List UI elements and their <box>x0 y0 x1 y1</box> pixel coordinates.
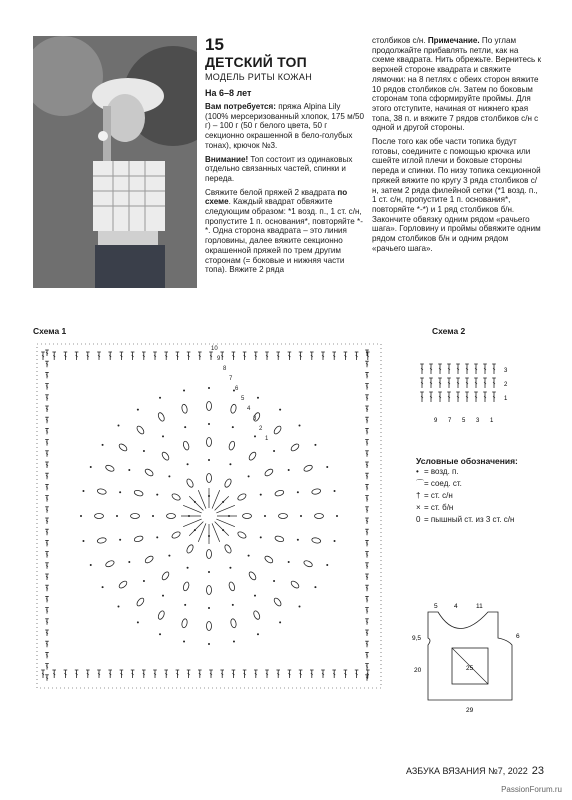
row-number: 1 <box>265 436 269 442</box>
chain-dot <box>184 604 186 606</box>
chain-dot <box>336 515 338 517</box>
puff-stitch <box>144 468 154 477</box>
instructions-paragraph: Свяжите белой пряжей 2 квадрата по схеме. Каждый квадрат обвяжите следующим образом: *1 возд. п., 1 ст. с/н, пропустите 1 п. основания*, повторяйте *-*. Одна сторона квадрата – это линия горловины, далее вяжите секционно окрашенной пряжей по трем другим сторонам (= боковые и нижняя части топа). Вяжите 2 ряда <box>205 187 363 275</box>
puff-stitch <box>273 597 283 607</box>
chain-dot <box>183 641 185 643</box>
schema1-title: Схема 1 <box>33 326 67 336</box>
puff-stitch <box>273 425 283 435</box>
puff-stitch <box>253 610 261 620</box>
legend-item <box>416 514 546 526</box>
chain-dot <box>162 595 164 597</box>
chain-dot <box>326 466 328 468</box>
chain-dot <box>208 423 210 425</box>
col-label: 5 <box>462 418 466 424</box>
puff-stitch <box>144 555 154 564</box>
chain-dot <box>288 561 290 563</box>
chain-dot <box>229 463 231 465</box>
puff-stitch <box>228 581 236 591</box>
col-label: 9 <box>434 418 438 424</box>
chain-dot <box>314 586 316 588</box>
row-number: 4 <box>247 406 251 412</box>
chain-dot <box>248 475 250 477</box>
chain-dot <box>279 621 281 623</box>
legend-title: Условные обозначения: <box>416 456 518 466</box>
chain-dot <box>260 536 262 538</box>
chain-dot <box>326 564 328 566</box>
puff-stitch <box>207 402 212 411</box>
chain-dot <box>80 515 82 517</box>
chain-dot <box>152 515 154 517</box>
assembly-paragraph: После того как обе части топика будут готовы, соедините с помощью крючка или сшейте иглой плечи и боковые стороны переда и спинки. По низу топика секционной пряжей вяжите по кругу 3 ряда столбиков с/н, затем 2 ряда филейной сетки (*1 возд. п., 1 ст. с/н, пропустите 1 п. основания*, повторяйте *-*) и 1 ряд столбиков б/н. Закончите обвязку одним рядом «рачьего шага». Горловину и проймы обвяжите одним рядом столбиков б/н и одним рядом «рачьего шага». <box>372 137 541 253</box>
puff-stitch <box>118 580 128 590</box>
note-paragraph: столбиков с/н. Примечание. По углам продолжайте прибавлять петли, как на схеме квадрата. Нить обрежьте. Вернитесь к верхней стороне квадрата и свяжите лямочки: на 8 петлях с обеих сторон вяжите 10 рядов столбиков с/н. Затем по боковым сторонам топа сформируйте проймы. Для этого отступите, начиная от нижнего края топа, 38 п. и вяжите 7 рядов столбиков с/н с одной и другой стороны. <box>372 36 541 133</box>
row-label: 3 <box>504 368 508 374</box>
row-label: 2 <box>504 382 508 388</box>
chain-dot <box>264 515 266 517</box>
chain-dot <box>288 469 290 471</box>
schema1-diagram <box>33 340 385 692</box>
chain-dot <box>254 435 256 437</box>
puff-stitch <box>181 404 188 414</box>
chain-dot <box>299 606 301 608</box>
chain-dot <box>102 586 104 588</box>
puff-stitch <box>224 544 233 554</box>
chain-dot <box>156 536 158 538</box>
chain-dot <box>90 564 92 566</box>
legend-label: = пышный ст. из 3 ст. с/н <box>424 515 515 524</box>
legend <box>416 456 546 526</box>
puff-stitch <box>315 514 324 519</box>
puff-stitch <box>97 488 107 495</box>
puff-stitch <box>311 537 321 544</box>
dimension-label: 5 <box>434 603 438 610</box>
chain-dot <box>183 389 185 391</box>
chain-dot <box>208 607 210 609</box>
chain-dot <box>119 539 121 541</box>
row-label: 1 <box>504 396 508 402</box>
chain-dot <box>82 490 84 492</box>
puff-stitch <box>136 597 146 607</box>
schema1-stitches <box>37 344 381 688</box>
page-number: 23 <box>531 765 544 777</box>
puff-stitch <box>207 438 212 447</box>
puff-stitch <box>207 622 212 631</box>
puff-stitch <box>264 468 274 477</box>
footer <box>406 765 544 777</box>
chain-dot <box>116 515 118 517</box>
dimension-label: 11 <box>476 603 483 610</box>
puff-stitch <box>279 514 288 519</box>
materials-paragraph: Вам потребуется: пряжа Alpina Lily (100% мерсеризованный хлопок, 175 м/50 г) – 100 г (50 г белого цвета, 50 г секционно окрашенной в бело-голубых тонах), крючок №3. <box>205 102 364 150</box>
legend-label: = ст. с/н <box>424 491 453 500</box>
chain-dot <box>334 490 336 492</box>
puff-stitch <box>181 618 188 628</box>
chain-dot <box>314 444 316 446</box>
legend-label: = возд. п. <box>424 467 459 476</box>
puff-stitch <box>303 464 313 472</box>
photo-illustration <box>33 36 197 288</box>
article-number: 15 <box>205 35 224 54</box>
chain-dot <box>168 475 170 477</box>
puff-stitch <box>97 537 107 544</box>
chain-dot <box>143 580 145 582</box>
row-number: 2 <box>259 426 263 432</box>
puff-stitch <box>182 441 190 451</box>
legend-item <box>416 478 546 490</box>
chain-dot <box>159 397 161 399</box>
row-number: 7 <box>229 376 233 382</box>
puff-stitch <box>161 571 170 581</box>
attention-paragraph: Внимание! Топ состоит из одинаковых отдельно связанных частей, спинки и переда. <box>205 154 353 183</box>
center-stitch <box>216 505 234 513</box>
puff-stitch <box>171 531 181 540</box>
chain-dot <box>273 580 275 582</box>
chain-dot <box>208 643 210 645</box>
legend-label: = соед. ст. <box>424 479 462 488</box>
dimension-label: 20 <box>414 667 422 674</box>
center-stitch <box>189 496 203 510</box>
puff-stitch <box>105 464 115 472</box>
puff-stitch <box>136 425 146 435</box>
center-stitch <box>198 490 206 508</box>
chain-dot <box>300 515 302 517</box>
col-label: 3 <box>476 418 480 424</box>
dimension-label: 29 <box>466 707 474 714</box>
pattern-shape <box>412 603 520 714</box>
puff-stitch <box>274 535 284 543</box>
center-stitch <box>183 505 201 513</box>
row-number: 8 <box>223 366 227 372</box>
chain-stitch-icon: • <box>416 467 419 476</box>
puff-stitch <box>303 560 313 568</box>
puff-stitch <box>248 571 257 581</box>
puff-stitch <box>157 610 165 620</box>
single-crochet-icon: × <box>416 503 421 512</box>
col-label: 7 <box>448 418 452 424</box>
girl-photo <box>33 36 197 288</box>
chain-dot <box>90 466 92 468</box>
puff-stitch <box>182 581 190 591</box>
puff-stitch <box>157 412 165 422</box>
puff-stitch <box>207 586 212 595</box>
center-stitch <box>198 523 206 541</box>
center-stitch <box>215 496 229 510</box>
chain-dot <box>143 450 145 452</box>
puff-stitch <box>207 550 212 559</box>
legend-item <box>416 490 546 502</box>
center-stitch <box>216 519 234 527</box>
puff-stitch <box>290 580 300 590</box>
chain-dot <box>119 491 121 493</box>
puff-stitch <box>134 489 144 497</box>
chain-dot <box>297 539 299 541</box>
chain-dot <box>297 491 299 493</box>
chain-dot <box>128 561 130 563</box>
article-subtitle: МОДЕЛЬ РИТЫ КОЖАН <box>205 72 313 82</box>
chain-dot <box>208 459 210 461</box>
chain-dot <box>279 409 281 411</box>
chain-dot <box>208 571 210 573</box>
center-stitch <box>215 522 229 536</box>
center-stitch <box>183 519 201 527</box>
center-stitch <box>212 523 220 541</box>
puff-stitch-icon: 0 <box>416 515 421 524</box>
chain-dot <box>159 633 161 635</box>
puff-stitch <box>248 451 257 461</box>
chain-dot <box>128 469 130 471</box>
chain-dot <box>273 450 275 452</box>
puff-stitch <box>290 443 300 453</box>
puff-stitch <box>207 474 212 483</box>
puff-stitch <box>95 514 104 519</box>
chain-dot <box>208 387 210 389</box>
chain-dot <box>232 604 234 606</box>
puff-stitch <box>161 451 170 461</box>
puff-stitch <box>171 493 181 502</box>
puff-stitch <box>243 514 252 519</box>
chain-dot <box>162 435 164 437</box>
dimension-label: 9,5 <box>412 635 422 642</box>
dimension-label: 6 <box>516 633 520 640</box>
chain-dot <box>184 426 186 428</box>
legend-label: = ст. б/н <box>424 503 454 512</box>
chain-dot <box>248 555 250 557</box>
chain-dot <box>156 494 158 496</box>
puff-stitch <box>134 535 144 543</box>
watermark: PassionForum.ru <box>501 785 562 794</box>
chain-dot <box>117 424 119 426</box>
puff-stitch <box>237 493 247 502</box>
chain-dot <box>168 555 170 557</box>
chain-dot <box>299 424 301 426</box>
dimension-label: 25 <box>466 665 474 672</box>
puff-stitch <box>228 441 236 451</box>
puff-stitch <box>105 560 115 568</box>
chain-dot <box>254 595 256 597</box>
center-stitch <box>212 490 220 508</box>
magazine-name: АЗБУКА ВЯЗАНИЯ №7, 2022 <box>405 766 528 776</box>
puff-stitch <box>118 443 128 453</box>
schema2-diagram <box>412 358 512 428</box>
chain-dot <box>232 426 234 428</box>
legend-item <box>416 502 546 514</box>
puff-stitch <box>230 618 237 628</box>
slip-stitch-icon: ⌒ <box>416 479 424 488</box>
legend-item <box>416 466 546 478</box>
puff-stitch <box>186 544 195 554</box>
puff-stitch <box>264 555 274 564</box>
chain-dot <box>137 621 139 623</box>
puff-stitch <box>186 478 195 488</box>
chain-dot <box>257 397 259 399</box>
article-title: ДЕТСКИЙ ТОП <box>205 54 307 70</box>
col-label: 1 <box>490 418 494 424</box>
chain-dot <box>233 641 235 643</box>
chain-dot <box>137 409 139 411</box>
row-number: 10 <box>211 346 218 352</box>
dimension-label: 4 <box>454 603 458 610</box>
chain-dot <box>187 567 189 569</box>
schema2-title: Схема 2 <box>432 326 466 336</box>
center-stitch <box>189 522 203 536</box>
puff-stitch <box>311 488 321 495</box>
schema2-stitches <box>420 364 508 424</box>
puff-stitch <box>237 531 247 540</box>
chain-dot <box>257 633 259 635</box>
double-crochet-icon: † <box>416 491 421 500</box>
puff-stitch <box>230 404 237 414</box>
pattern-diagram <box>410 600 540 720</box>
chain-dot <box>82 540 84 542</box>
row-number: 6 <box>235 386 239 392</box>
row-number: 3 <box>253 416 257 422</box>
row-number: 9 <box>217 356 221 362</box>
chain-dot <box>229 567 231 569</box>
age-range: На 6–8 лет <box>205 88 252 98</box>
chain-dot <box>187 463 189 465</box>
puff-stitch <box>224 478 233 488</box>
top-outline <box>428 612 512 700</box>
chain-dot <box>117 606 119 608</box>
chain-dot <box>102 444 104 446</box>
row-number: 5 <box>241 396 245 402</box>
puff-stitch <box>274 489 284 497</box>
puff-stitch <box>131 514 140 519</box>
chain-dot <box>260 494 262 496</box>
chain-dot <box>334 540 336 542</box>
puff-stitch <box>167 514 176 519</box>
